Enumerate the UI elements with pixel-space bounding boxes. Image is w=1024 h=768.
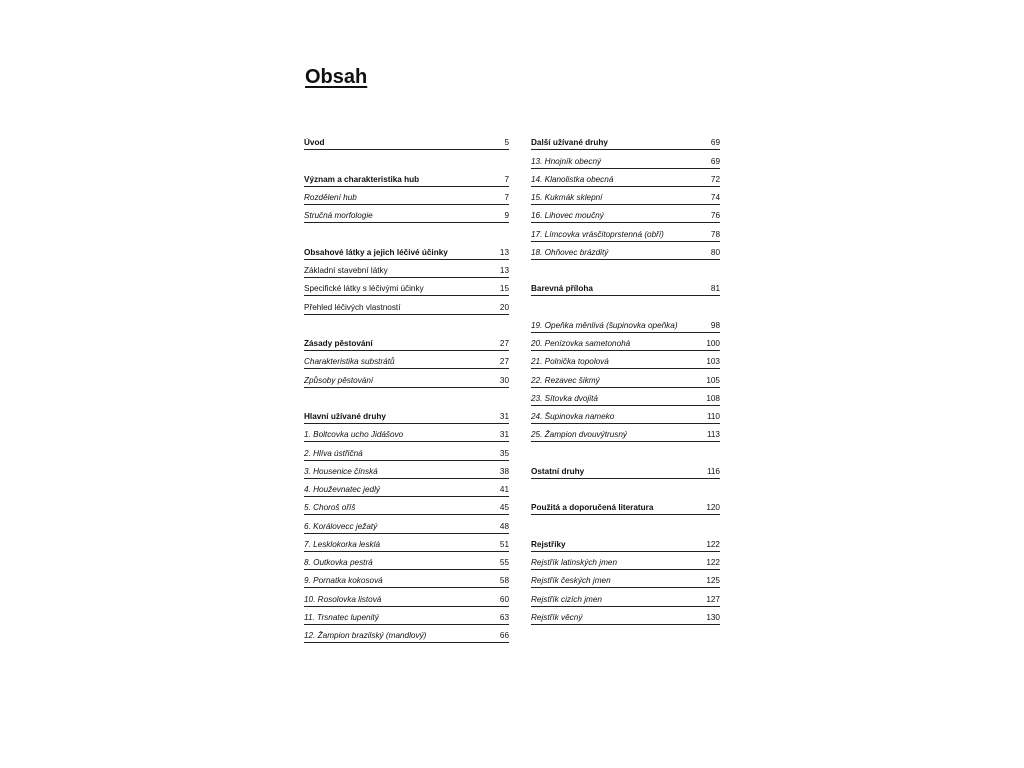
toc-entry-page-number: 27 [499, 357, 509, 367]
toc-entry-page-number: 7 [504, 174, 509, 184]
toc-entry-page-number: 69 [710, 138, 720, 148]
toc-entry-label: 1. Boltcovka ucho Jidášovo [304, 430, 404, 440]
toc-spacer [531, 296, 720, 314]
toc-entry[interactable] [531, 223, 720, 241]
toc-entry-label: 16. Lihovec moučný [531, 211, 604, 221]
toc-entry[interactable] [531, 333, 720, 351]
toc-entry-label: Další užívané druhy [531, 138, 608, 148]
toc-entry[interactable] [304, 169, 509, 187]
toc-entry-label: 8. Outkovka pestrá [304, 558, 373, 567]
toc-entry[interactable] [304, 406, 509, 424]
toc-entry-label: 12. Žampion brazilský (mandlový) [304, 631, 427, 640]
toc-entry-page-number: 100 [706, 339, 720, 348]
toc-entry-label: Úvod [304, 138, 325, 148]
toc-entry-page-number: 30 [499, 375, 509, 385]
toc-entry[interactable] [304, 132, 509, 150]
toc-entry[interactable] [304, 461, 509, 479]
toc-entry-page-number: 81 [710, 284, 720, 294]
toc-entry-page-number: 122 [706, 539, 720, 549]
toc-entry-page-number: 78 [710, 229, 720, 239]
toc-entry-page-number: 63 [499, 612, 509, 622]
toc-entry-label: Rejstříky [531, 539, 566, 549]
toc-entry-page-number: 60 [499, 594, 509, 604]
toc-entry[interactable] [531, 406, 720, 424]
toc-entry-page-number: 38 [499, 466, 509, 476]
toc-entry-label: 18. Ohňovec brázditý [531, 247, 609, 257]
toc-entry[interactable] [531, 315, 720, 333]
toc-entry-page-number: 105 [706, 375, 720, 385]
toc-entry-page-number: 66 [499, 631, 509, 640]
toc-entry[interactable] [304, 479, 509, 497]
toc-entry[interactable] [304, 205, 509, 223]
toc-entry-page-number: 110 [706, 412, 720, 421]
toc-entry-page-number: 98 [710, 320, 720, 330]
toc-spacer [304, 388, 509, 406]
toc-entry[interactable] [304, 442, 509, 460]
toc-entry[interactable] [531, 169, 720, 187]
toc-entry-page-number: 108 [706, 393, 720, 403]
toc-entry[interactable] [304, 260, 509, 278]
toc-entry[interactable] [304, 497, 509, 515]
toc-entry-label: Obsahové látky a jejich léčivé účinky [304, 247, 448, 257]
toc-entry-page-number: 41 [499, 485, 509, 494]
toc-entry-label: 19. Opeňka měnlivá (šupinovka opeňka) [531, 320, 678, 330]
toc-entry[interactable] [304, 242, 509, 260]
toc-entry[interactable] [304, 296, 509, 314]
toc-entry[interactable] [531, 187, 720, 205]
toc-entry-label: 7. Lesklokorka lesklá [304, 539, 380, 549]
toc-entry[interactable] [531, 388, 720, 406]
toc-entry-label: 2. Hlíva ústřičná [304, 448, 363, 458]
toc-entry-label: Základní stavební látky [304, 266, 388, 275]
toc-left-column [304, 132, 509, 643]
toc-entry-label: 4. Houževnatec jedlý [304, 485, 381, 494]
toc-entry-label: 3. Housenice čínská [304, 466, 378, 476]
toc-entry-label: 9. Pornatka kokosová [304, 576, 383, 586]
toc-spacer [304, 223, 509, 241]
toc-entry-page-number: 48 [499, 521, 509, 531]
toc-entry[interactable] [304, 570, 509, 588]
toc-entry-page-number: 113 [706, 430, 720, 440]
toc-entry-page-number: 72 [710, 174, 720, 184]
toc-spacer [531, 515, 720, 533]
toc-entry-page-number: 125 [706, 576, 720, 586]
toc-entry[interactable] [304, 333, 509, 351]
toc-entry[interactable] [304, 515, 509, 533]
toc-entry[interactable] [531, 369, 720, 387]
toc-entry-page-number: 51 [499, 539, 509, 549]
toc-entry[interactable] [531, 552, 720, 570]
toc-entry-page-number: 130 [706, 612, 720, 622]
toc-entry-label: 10. Rosolovka listová [304, 594, 382, 604]
toc-entry-page-number: 13 [499, 247, 509, 257]
toc-entry-page-number: 122 [706, 558, 720, 567]
toc-entry-label: Rozdělení hub [304, 193, 357, 202]
toc-entry-page-number: 103 [706, 357, 720, 367]
toc-entry-page-number: 120 [706, 503, 720, 513]
toc-entry[interactable] [304, 424, 509, 442]
toc-entry-page-number: 31 [499, 412, 509, 421]
toc-entry-label: Zásady pěstování [304, 339, 373, 348]
toc-entry-page-number: 27 [499, 339, 509, 348]
toc-entry-label: 11. Trsnatec lupenitý [304, 612, 379, 622]
toc-entry[interactable] [531, 132, 720, 150]
toc-right-column [531, 132, 720, 625]
toc-entry-page-number: 15 [499, 284, 509, 294]
toc-entry-label: 20. Penízovka sametonohá [531, 339, 631, 348]
toc-entry[interactable] [531, 534, 720, 552]
toc-entry[interactable] [304, 607, 509, 625]
toc-entry-label: Použitá a doporučená literatura [531, 503, 654, 513]
toc-entry-label: Rejstřík latinských jmen [531, 558, 617, 567]
toc-entry[interactable] [304, 278, 509, 296]
toc-entry-page-number: 76 [710, 211, 720, 221]
toc-entry-label: Charakteristika substrátů [304, 357, 395, 367]
toc-entry-page-number: 20 [499, 302, 509, 312]
toc-entry[interactable] [531, 570, 720, 588]
toc-entry-label: 25. Žampion dvouvýtrusný [531, 430, 628, 440]
toc-entry[interactable] [304, 369, 509, 387]
toc-entry-label: 14. Klanolistka obecná [531, 174, 614, 184]
toc-entry-label: Způsoby pěstování [304, 375, 374, 385]
toc-entry[interactable] [531, 497, 720, 515]
toc-entry-page-number: 69 [710, 156, 720, 166]
toc-entry[interactable] [531, 242, 720, 260]
toc-entry[interactable] [531, 278, 720, 296]
toc-entry-label: Přehled léčivých vlastností [304, 302, 401, 312]
toc-spacer [531, 260, 720, 278]
toc-entry[interactable] [531, 205, 720, 223]
toc-entry-page-number: 74 [710, 193, 720, 202]
toc-entry[interactable] [304, 351, 509, 369]
toc-entry-page-number: 116 [706, 466, 720, 476]
toc-entry-label: 13. Hnojník obecný [531, 156, 602, 166]
toc-entry[interactable] [304, 625, 509, 643]
toc-entry[interactable] [531, 461, 720, 479]
toc-entry[interactable] [304, 588, 509, 606]
toc-spacer [304, 315, 509, 333]
toc-entry-label: 21. Polnička topolová [531, 357, 609, 367]
toc-entry-label: Ostatní druhy [531, 466, 585, 476]
page-title: Obsah [305, 66, 368, 88]
toc-entry-label: 15. Kukmák sklepní [531, 193, 603, 202]
toc-entry-page-number: 80 [710, 247, 720, 257]
toc-entry[interactable] [531, 351, 720, 369]
toc-entry[interactable] [531, 588, 720, 606]
toc-entry[interactable] [304, 552, 509, 570]
toc-entry-page-number: 55 [499, 558, 509, 567]
toc-entry-page-number: 13 [499, 266, 509, 275]
toc-entry-label: Rejstřík věcný [531, 612, 583, 622]
toc-entry-label: Význam a charakteristika hub [304, 174, 420, 184]
toc-spacer [531, 442, 720, 460]
toc-entry-page-number: 7 [504, 193, 509, 202]
toc-entry[interactable] [531, 607, 720, 625]
toc-entry[interactable] [304, 534, 509, 552]
toc-entry-page-number: 9 [504, 211, 509, 221]
toc-entry-page-number: 5 [504, 138, 509, 148]
toc-spacer [531, 479, 720, 497]
toc-entry-label: Stručná morfologie [304, 211, 373, 221]
toc-spacer [304, 150, 509, 168]
toc-entry-label: 17. Límcovka vrásčitoprstenná (obří) [531, 229, 664, 239]
toc-entry-label: Rejstřík cizích jmen [531, 594, 602, 604]
toc-entry[interactable] [304, 187, 509, 205]
toc-entry-label: 6. Korálovecc ježatý [304, 521, 378, 531]
toc-entry-label: 23. Sítovka dvojitá [531, 393, 598, 403]
toc-entry[interactable] [531, 150, 720, 168]
toc-entry-page-number: 35 [499, 448, 509, 458]
toc-entry-page-number: 31 [499, 430, 509, 440]
toc-entry-label: Barevná příloha [531, 284, 593, 294]
toc-entry[interactable] [531, 424, 720, 442]
toc-entry-page-number: 45 [499, 503, 509, 513]
toc-entry-label: 24. Šupinovka nameko [531, 412, 615, 421]
toc-entry-page-number: 58 [499, 576, 509, 586]
toc-entry-label: Hlavní užívané druhy [304, 412, 386, 421]
toc-entry-label: 22. Rezavec šikmý [531, 375, 600, 385]
toc-entry-label: Specifické látky s léčivými účinky [304, 284, 424, 294]
toc-entry-page-number: 127 [706, 594, 720, 604]
toc-entry-label: Rejstřík českých jmen [531, 576, 611, 586]
toc-entry-label: 5. Choroš oříš [304, 503, 356, 513]
